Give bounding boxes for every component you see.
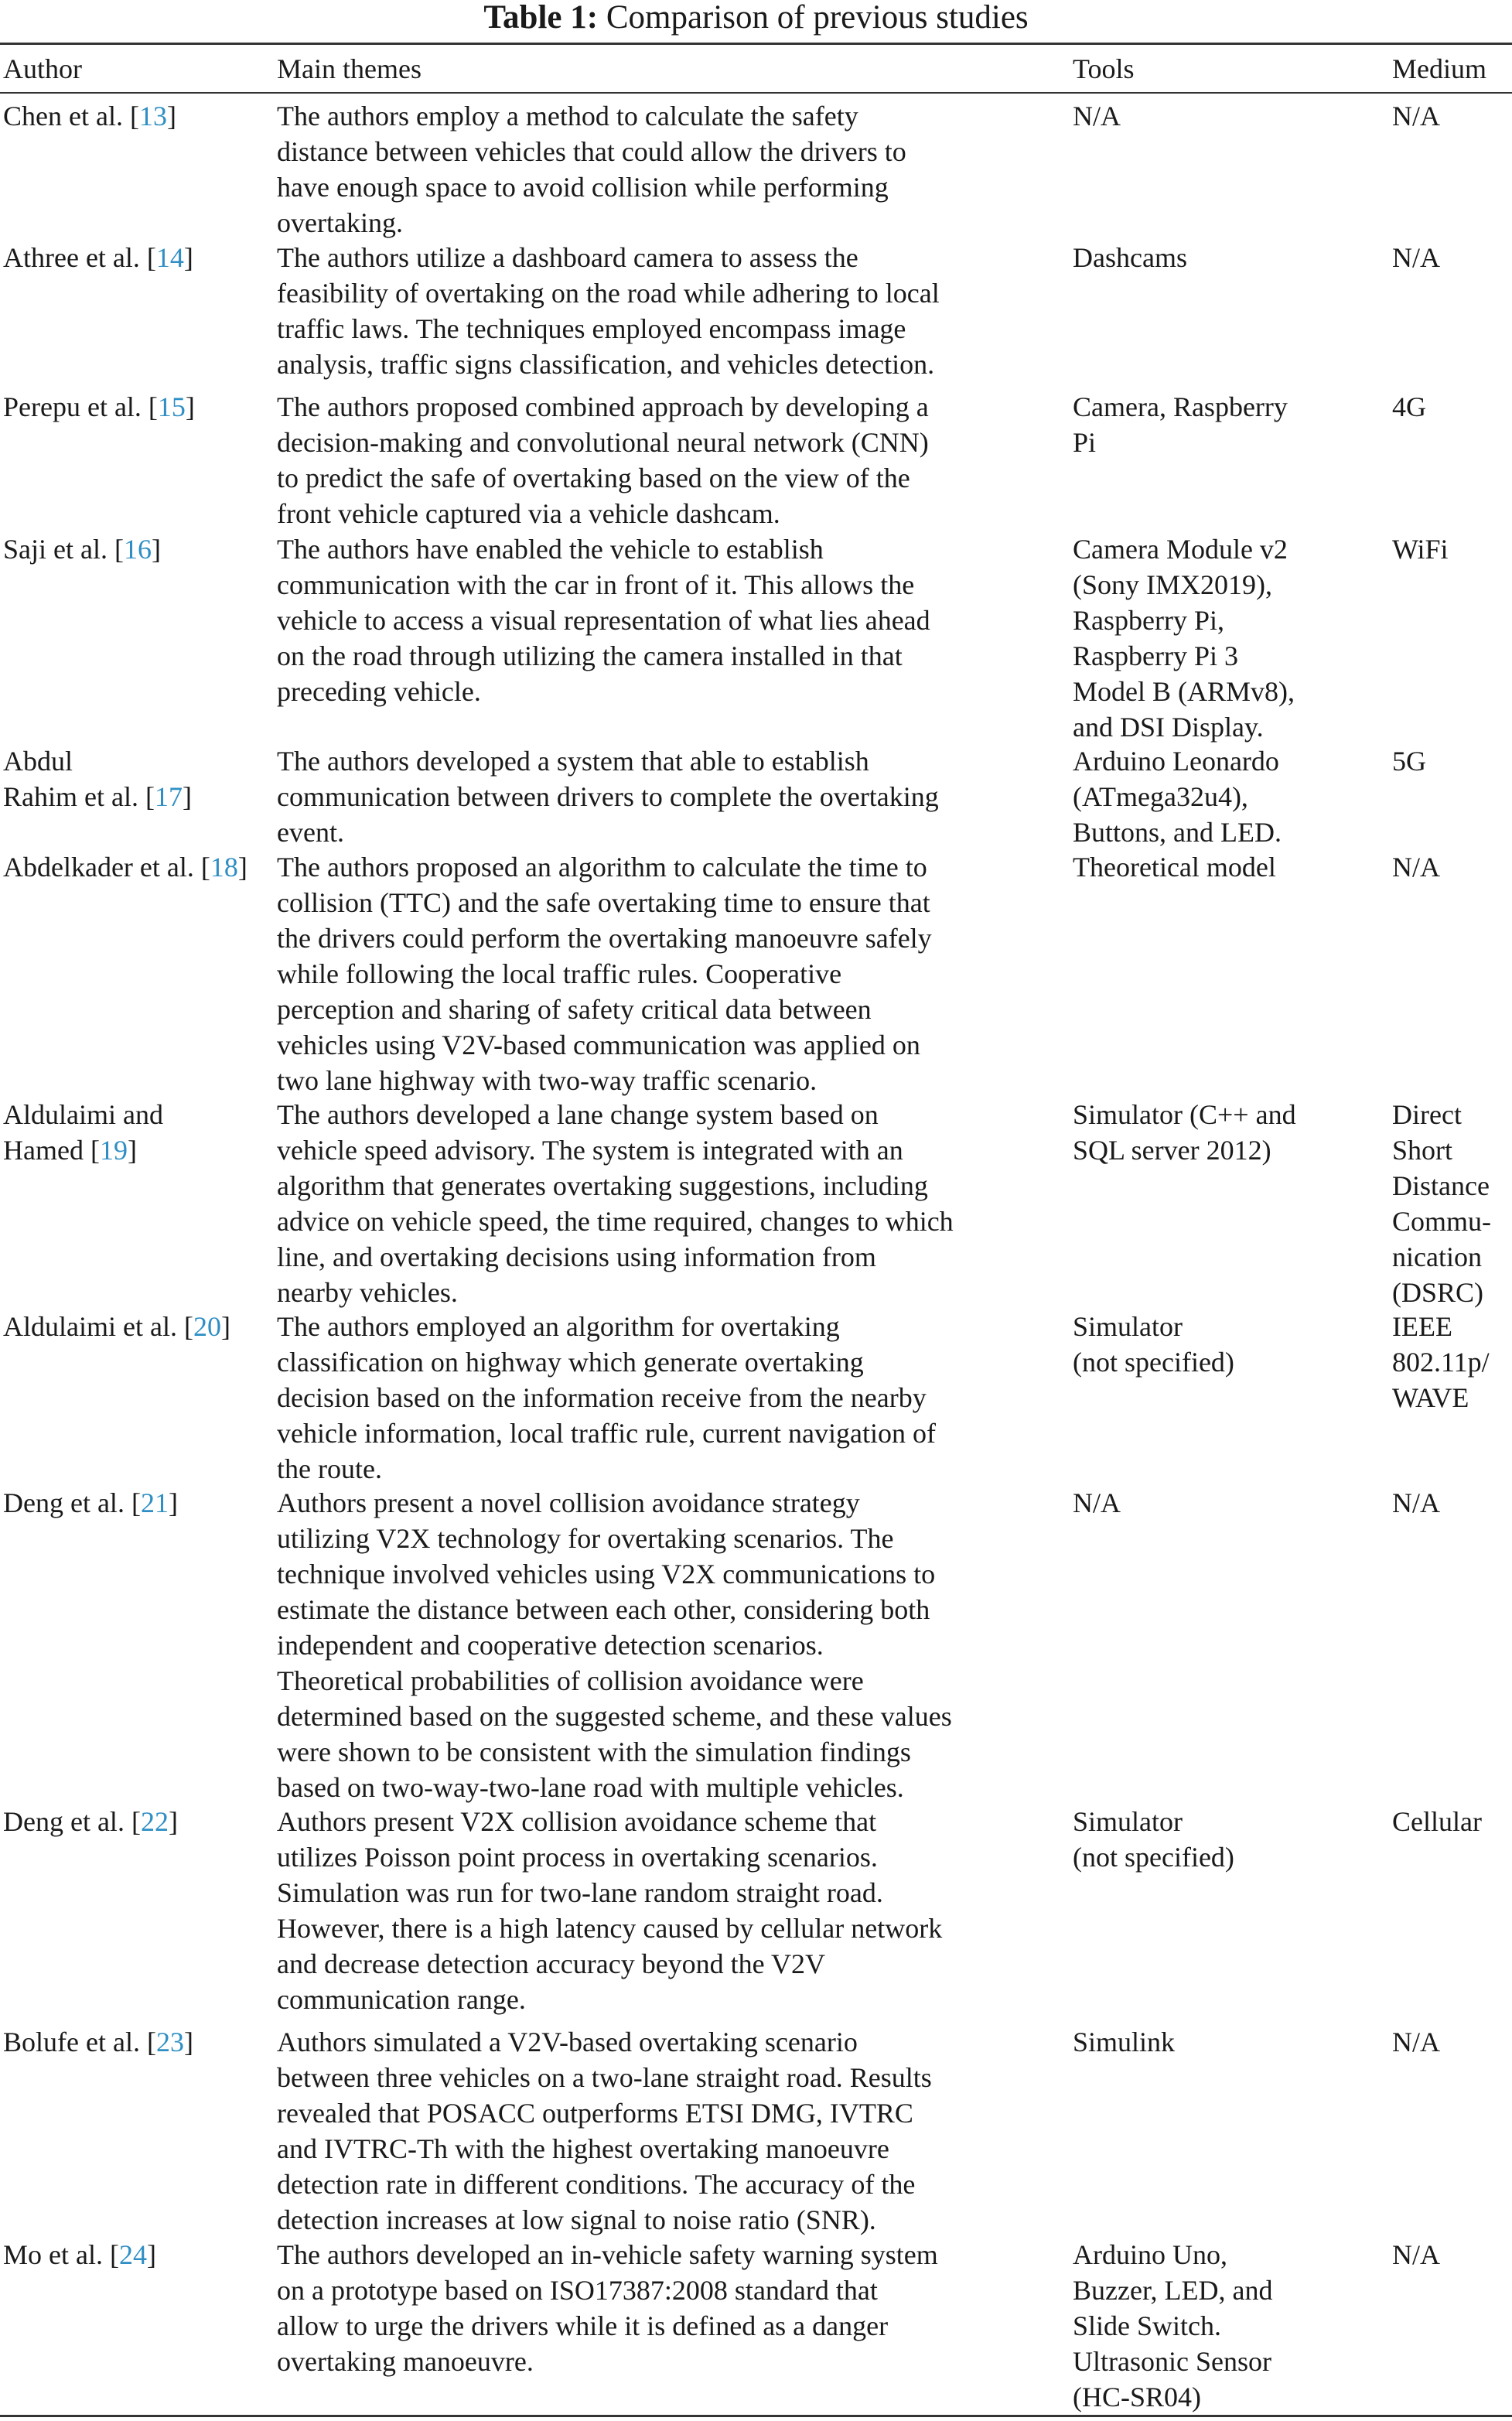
- tools-cell: Dashcams: [1073, 242, 1187, 273]
- author-cell: [3, 1804, 275, 1839]
- author-name: Bolufe et al. [: [3, 2027, 156, 2057]
- medium-cell: IEEE 802.11p/ WAVE: [1392, 1311, 1490, 1413]
- column-header-medium: Medium: [1392, 53, 1486, 84]
- tools-cell: Simulink: [1073, 2027, 1176, 2057]
- reference-bracket: ]: [127, 1135, 137, 1166]
- themes-cell: The authors have enabled the vehicle to establish communication with the car in front of it. This allows the vehicle to access a visual representation of what lies ahead on the road through utilizing the camera installed in that preceding vehicle.: [277, 534, 930, 707]
- reference-link[interactable]: 21: [140, 1487, 169, 1518]
- themes-cell: Authors present V2X collision avoidance scheme that utilizes Poisson point process in overtaking scenarios. Simulation was run for two-lane random straight road. However, there is a high latency caused by cellular network and decrease detection accuracy beyond the V2V communication range.: [277, 1806, 943, 2015]
- author-name: Aldulaimi and Hamed [: [3, 1099, 163, 1166]
- reference-bracket: ]: [168, 1487, 178, 1518]
- medium-cell: Direct Short Distance Commu- nication (DSRC): [1392, 1099, 1492, 1308]
- reference-link[interactable]: 14: [155, 242, 184, 273]
- author-cell: [3, 743, 275, 814]
- reference-link[interactable]: 19: [99, 1135, 128, 1166]
- reference-link[interactable]: 17: [154, 781, 183, 812]
- author-cell: [3, 98, 275, 134]
- reference-bracket: ]: [237, 852, 247, 883]
- medium-cell: Cellular: [1392, 1806, 1482, 1837]
- reference-bracket: ]: [182, 781, 192, 812]
- author-name: Mo et al. [: [3, 2239, 119, 2270]
- medium-cell: N/A: [1392, 2239, 1440, 2270]
- author-name: Perepu et al. [: [3, 391, 158, 422]
- reference-link[interactable]: 16: [123, 534, 152, 565]
- author-name: Deng et al. [: [3, 1806, 141, 1837]
- themes-cell: The authors utilize a dashboard camera to assess the feasibility of overtaking on the road while adhering to local traffic laws. The techniques employed encompass image analysis, traffic signs classification, and vehicles detection.: [277, 242, 940, 380]
- author-cell: [3, 531, 275, 567]
- column-header-author: Author: [3, 53, 82, 84]
- reference-link[interactable]: 15: [157, 391, 186, 422]
- tools-cell: Arduino Uno, Buzzer, LED, and Slide Switch. Ultrasonic Sensor (HC-SR04): [1073, 2239, 1273, 2412]
- table-header-rule: [0, 92, 1512, 94]
- reference-link[interactable]: 13: [138, 101, 167, 131]
- author-name: Abdul Rahim et al. [: [3, 746, 155, 812]
- table-caption-label: Table 1:: [483, 0, 599, 36]
- column-header-themes: Main themes: [277, 53, 422, 84]
- medium-cell: N/A: [1392, 101, 1440, 131]
- reference-bracket: ]: [151, 534, 161, 565]
- themes-cell: The authors employ a method to calculate the safety distance between vehicles that could allow the drivers to have enough space to avoid collision while performing overtaking.: [277, 101, 906, 238]
- tools-cell: Camera, Raspberry Pi: [1073, 391, 1288, 458]
- author-name: Abdelkader et al. [: [3, 852, 210, 883]
- reference-bracket: ]: [220, 1311, 230, 1342]
- reference-link[interactable]: 23: [155, 2027, 184, 2057]
- reference-bracket: ]: [166, 101, 176, 131]
- themes-cell: Authors simulated a V2V-based overtaking scenario between three vehicles on a two-lane straight road. Results revealed that POSACC outperforms ETSI DMG, IVTRC and IVTRC-Th with the highest overtaking manoeuvre detection rate in different conditions. The accuracy of the detection increases at low signal to noise ratio (SNR).: [277, 2027, 932, 2235]
- themes-cell: The authors developed a lane change system based on vehicle speed advisory. The system is integrated with an algorithm that generates overtaking suggestions, including advice on vehicle speed, the time required, changes to which line, and overtaking decisions using information from nearby vehicles.: [277, 1099, 954, 1308]
- author-cell: [3, 849, 275, 885]
- author-cell: [3, 2024, 275, 2060]
- column-header-tools: Tools: [1073, 53, 1135, 84]
- reference-bracket: ]: [183, 242, 193, 273]
- medium-cell: 5G: [1392, 746, 1426, 777]
- table-top-rule: [0, 43, 1512, 45]
- author-cell: [3, 1097, 275, 1168]
- table-caption: [0, 0, 1512, 37]
- reference-link[interactable]: 18: [210, 852, 238, 883]
- themes-cell: The authors proposed combined approach by developing a decision-making and convolutional neural network (CNN) to predict the safe of overtaking based on the view of the front vehicle captured via a vehicle dashcam.: [277, 391, 929, 529]
- themes-cell: The authors developed an in-vehicle safety warning system on a prototype based on ISO17387:2008 standard that allow to urge the drivers while it is defined as a danger overtaking manoeuvre.: [277, 2239, 938, 2377]
- tools-cell: N/A: [1073, 101, 1121, 131]
- author-cell: [3, 2237, 275, 2272]
- reference-link[interactable]: 20: [193, 1311, 221, 1342]
- author-name: Chen et al. [: [3, 101, 139, 131]
- tools-cell: Simulator (not specified): [1073, 1806, 1234, 1873]
- themes-cell: The authors proposed an algorithm to calculate the time to collision (TTC) and the safe overtaking time to ensure that the drivers could perform the overtaking manoeuvre safely while following the local traffic rules. Cooperative perception and sharing of safety critical data between vehicles using V2V-based communication was applied on two lane highway with two-way traffic scenario.: [277, 852, 932, 1096]
- medium-cell: N/A: [1392, 852, 1440, 883]
- medium-cell: N/A: [1392, 242, 1440, 273]
- themes-cell: The authors employed an algorithm for overtaking classification on highway which generate overtaking decision based on the information receive from the nearby vehicle information, local traffic rule, current navigation of the route.: [277, 1311, 936, 1484]
- medium-cell: WiFi: [1392, 534, 1449, 565]
- tools-cell: Camera Module v2 (Sony IMX2019), Raspberry Pi, Raspberry Pi 3 Model B (ARMv8), and DSI Display.: [1073, 534, 1295, 743]
- author-cell: [3, 389, 275, 425]
- tools-cell: Theoretical model: [1073, 852, 1276, 883]
- table-caption-text: Comparison of previous studies: [606, 0, 1029, 36]
- author-cell: [3, 1309, 275, 1344]
- reference-bracket: ]: [168, 1806, 178, 1837]
- reference-bracket: ]: [185, 391, 195, 422]
- medium-cell: 4G: [1392, 391, 1426, 422]
- reference-bracket: ]: [183, 2027, 193, 2057]
- author-cell: [3, 1485, 275, 1521]
- tools-cell: Simulator (C++ and SQL server 2012): [1073, 1099, 1296, 1166]
- author-name: Deng et al. [: [3, 1487, 141, 1518]
- author-cell: [3, 240, 275, 275]
- reference-bracket: ]: [146, 2239, 156, 2270]
- tools-cell: Simulator (not specified): [1073, 1311, 1234, 1378]
- author-name: Aldulaimi et al. [: [3, 1311, 193, 1342]
- medium-cell: N/A: [1392, 1487, 1440, 1518]
- tools-cell: Arduino Leonardo (ATmega32u4), Buttons, and LED.: [1073, 746, 1282, 848]
- author-name: Saji et al. [: [3, 534, 124, 565]
- themes-cell: The authors developed a system that able to establish communication between drivers to complete the overtaking event.: [277, 746, 939, 848]
- reference-link[interactable]: 24: [118, 2239, 147, 2270]
- tools-cell: N/A: [1073, 1487, 1121, 1518]
- table-bottom-rule: [0, 2415, 1512, 2417]
- reference-link[interactable]: 22: [140, 1806, 169, 1837]
- themes-cell: Authors present a novel collision avoidance strategy utilizing V2X technology for overtaking scenarios. The technique involved vehicles using V2X communications to estimate the distance between each other, considering both independent and cooperative detection scenarios. Theoretical probabilities of collision avoidance were determined based on the suggested scheme, and these values were shown to be consistent with the simulation findings based on two-way-two-lane road with multiple vehicles.: [277, 1487, 952, 1803]
- author-name: Athree et al. [: [3, 242, 156, 273]
- medium-cell: N/A: [1392, 2027, 1440, 2057]
